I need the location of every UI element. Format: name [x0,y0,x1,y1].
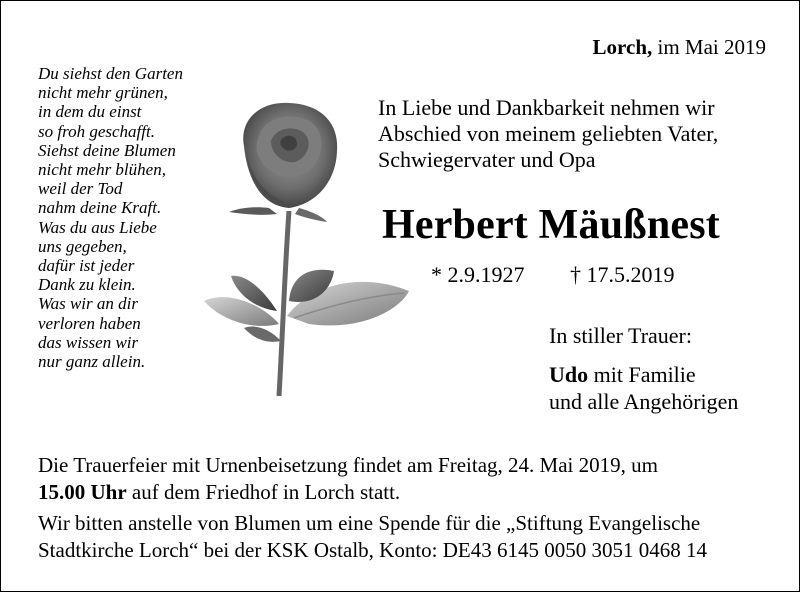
donation-line-1: Wir bitten anstelle von Blumen um eine Spende für die „Stiftung Evangelische [38,511,701,535]
intro-text [378,95,718,173]
birth-date: * 2.9.1927 [431,262,525,287]
date-text: im Mai 2019 [657,35,766,59]
poem-line: weil der Tod [38,179,123,199]
service-time: 15.00 Uhr [38,480,127,504]
poem-line: Du siehst den Garten [38,64,183,83]
poem-line: uns gegeben, [38,236,127,256]
poem-line: nur ganz allein. [38,352,146,372]
mourner-line-1 [549,361,738,388]
poem-line: so froh geschafft. [38,121,155,141]
donation-line-2: Stadtkirche Lorch“ bei der KSK Ostalb, Konto: DE43 6145 0050 3051 0468 14 [38,538,707,562]
mourner-line-2: und alle Angehörigen [549,389,739,414]
mourners [549,361,738,415]
intro-line: In Liebe und Dankbarkeit nehmen wir [378,95,715,120]
service-line-1: Die Trauerfeier mit Urnenbeisetzung findet am Freitag, 24. Mai 2019, um [38,453,658,477]
service-info [38,452,707,564]
place: Lorch, [592,35,653,59]
poem-line: das wissen wir [38,332,139,352]
poem-line: nahm deine Kraft. [38,198,162,218]
service-line-2-rest: auf dem Friedhof in Lorch statt. [126,480,401,504]
service-line-2 [38,479,707,506]
poem-line: Was wir an dir [38,294,138,314]
poem [38,64,183,371]
place-date [593,35,766,60]
poem-line: in dem du einst [38,102,142,122]
poem-line: Was du aus Liebe [38,217,157,237]
poem-line: nicht mehr blühen, [38,160,166,180]
mourner-line-1-rest: mit Familie [588,362,696,387]
poem-line: nicht mehr grünen, [38,83,168,103]
life-dates [431,262,675,288]
intro-line: Abschied von meinem geliebten Vater, [378,121,719,146]
poem-line: verloren haben [38,313,141,333]
deceased-name: Herbert Mäußnest [382,202,720,248]
poem-line: dafür ist jeder [38,256,135,276]
intro-line: Schwiegervater und Opa [378,147,596,172]
poem-line: Siehst deine Blumen [38,140,176,160]
death-date: † 17.5.2019 [570,262,675,287]
mourning-label: In stiller Trauer: [549,323,692,348]
poem-line: Dank zu klein. [38,275,136,295]
mourner-name: Udo [549,362,589,387]
